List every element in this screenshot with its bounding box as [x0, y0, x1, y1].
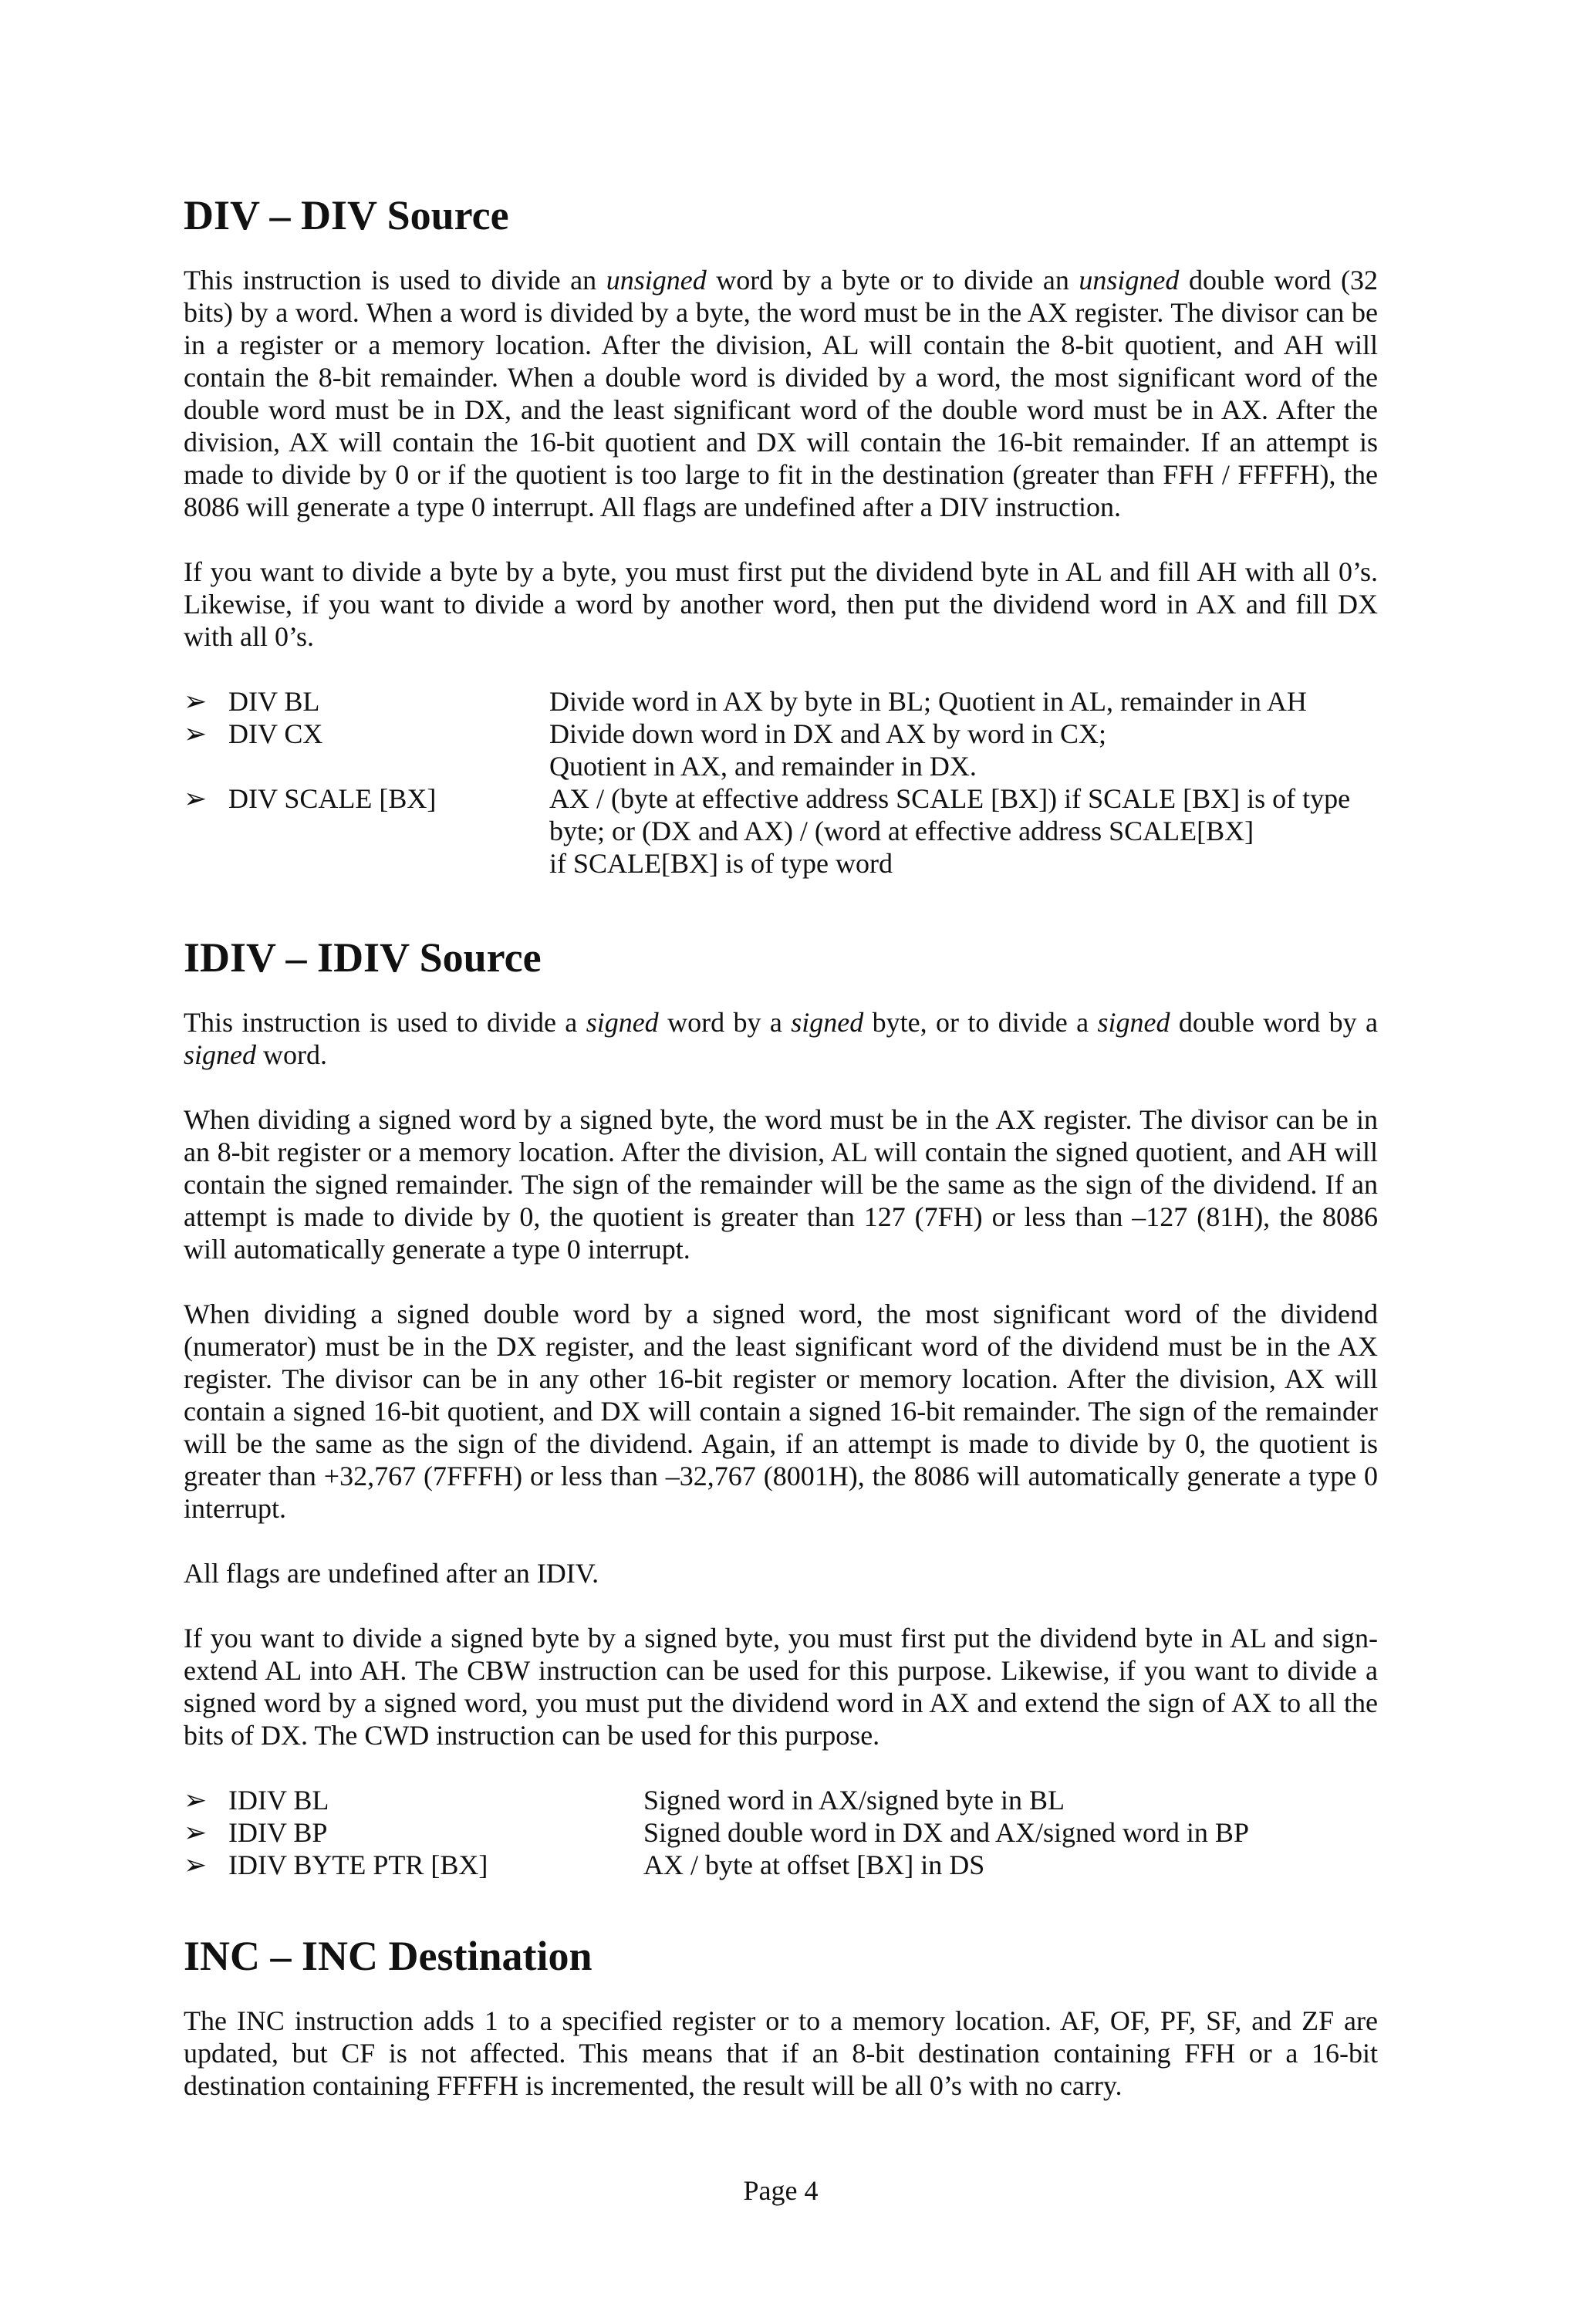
div-example-code: DIV SCALE [BX] — [228, 783, 437, 814]
description-line: AX / (byte at effective address SCALE [BX]) if SCALE [BX] is of type — [549, 783, 1351, 814]
idiv-p1-emphasis-signed-2: signed — [791, 1007, 864, 1038]
idiv-paragraph-3: When dividing a signed double word by a signed word, the most significant word of the dividend (numerator) must be in the DX register, and the least significant word of the dividend must be in the AX register. The divisor can be in any other 16-bit register or memory location. After the division, AX will contain a signed 16-bit quotient, and DX will contain a signed 16-bit remainder. The sign of the remainder will be the same as the sign of the dividend. Again, if an attempt is made to divide by 0, the quotient is greater than +32,767 (7FFFH) or less than –32,767 (8001H), the 8086 will automatically generate a type 0 interrupt. — [184, 1299, 1378, 1524]
div-p1-text-2: word by a byte or to divide an — [706, 265, 1079, 296]
idiv-paragraph-1 — [184, 1006, 1378, 1071]
idiv-p1-emphasis-signed-3: signed — [1097, 1007, 1170, 1038]
inc-heading: INC – INC Destination — [184, 1933, 592, 1979]
idiv-heading: IDIV – IDIV Source — [184, 934, 542, 981]
idiv-example-description — [643, 1849, 984, 1881]
idiv-p1-emphasis-signed-1: signed — [586, 1007, 659, 1038]
description-line: Divide down word in DX and AX by word in CX; — [549, 718, 1106, 749]
idiv-example-item — [184, 1784, 1378, 1816]
div-example-description — [549, 718, 1106, 782]
div-example-code: DIV CX — [228, 718, 323, 749]
bullet-arrow-icon: ➢ — [184, 1849, 208, 1880]
description-line: byte; or (DX and AX) / (word at effective address SCALE[BX] — [549, 816, 1254, 846]
div-paragraph-1 — [184, 264, 1378, 523]
div-examples-list — [184, 685, 1378, 880]
bullet-arrow-icon: ➢ — [184, 783, 208, 814]
div-p1-text-1: This instruction is used to divide an — [184, 265, 606, 296]
div-p1-emphasis-unsigned-2: unsigned — [1079, 265, 1180, 296]
idiv-p1-emphasis-signed-4: signed — [184, 1039, 256, 1070]
idiv-p1-text-5: word. — [256, 1039, 327, 1070]
div-example-item — [184, 782, 1378, 880]
div-example-item — [184, 718, 1378, 782]
div-p1-emphasis-unsigned-1: unsigned — [606, 265, 707, 296]
description-line: Divide word in AX by byte in BL; Quotient in AL, remainder in AH — [549, 686, 1307, 717]
idiv-paragraph-2: When dividing a signed word by a signed byte, the word must be in the AX register. The divisor can be in an 8-bit register or a memory location. After the division, AL will contain the signed quotient, and AH will contain the signed remainder. The sign of the remainder will be the same as the sign of the dividend. If an attempt is made to divide by 0, the quotient is greater than 127 (7FH) or less than –127 (81H), the 8086 will automatically generate a type 0 interrupt. — [184, 1104, 1378, 1265]
description-line: if SCALE[BX] is of type word — [549, 848, 893, 879]
description-line: AX / byte at offset [BX] in DS — [643, 1849, 985, 1880]
idiv-paragraph-5: If you want to divide a signed byte by a signed byte, you must first put the dividend byte in AL and sign-extend AL into AH. The CBW instruction can be used for this purpose. Likewise, if you want to divide a signed word by a signed word, you must put the dividend word in AX and extend the sign of AX to all the bits of DX. The CWD instruction can be used for this purpose. — [184, 1623, 1378, 1751]
idiv-example-item — [184, 1849, 1378, 1881]
idiv-example-code: IDIV BP — [228, 1817, 328, 1848]
idiv-example-code: IDIV BYTE PTR [BX] — [228, 1849, 488, 1880]
idiv-p1-text-3: byte, or to divide a — [863, 1007, 1098, 1038]
description-line: Signed double word in DX and AX/signed word in BP — [643, 1817, 1249, 1848]
div-example-item — [184, 685, 1378, 718]
div-p1-text-3: double word (32 bits) by a word. When a word is divided by a byte, the word must be in the AX register. The divisor can be in a register or a memory location. After the division, AL will contain the 8-bit quotient, and AH will contain the 8-bit remainder. When a double word is divided by a word, the most significant word of the double word must be in DX, and the least significant word of the double word must be in AX. After the division, AX will contain the 16-bit quotient and DX will contain the 16-bit remainder. If an attempt is made to divide by 0 or if the quotient is too large to fit in the destination (greater than FFH / FFFFH), the 8086 will generate a type 0 interrupt. All flags are undefined after a DIV instruction. — [184, 265, 1378, 522]
idiv-example-description — [643, 1784, 1065, 1816]
idiv-p1-text-2: word by a — [658, 1007, 792, 1038]
document-page — [184, 0, 1378, 2324]
div-example-code: DIV BL — [228, 686, 320, 717]
idiv-p1-text-1: This instruction is used to divide a — [184, 1007, 586, 1038]
bullet-arrow-icon: ➢ — [184, 718, 208, 749]
idiv-example-code: IDIV BL — [228, 1785, 329, 1816]
bullet-arrow-icon: ➢ — [184, 1817, 208, 1848]
inc-paragraph-1: The INC instruction adds 1 to a specified register or to a memory location. AF, OF, PF, SF, and ZF are updated, but CF is not affected. This means that if an 8-bit destination containing FFH or a 16-bit destination containing FFFFH is incremented, the result will be all 0’s with no carry. — [184, 2005, 1378, 2101]
idiv-paragraph-4: All flags are undefined after an IDIV. — [184, 1558, 599, 1589]
idiv-p1-text-4: double word by a — [1170, 1007, 1379, 1038]
description-line: Quotient in AX, and remainder in DX. — [549, 751, 977, 782]
div-paragraph-2: If you want to divide a byte by a byte, you must first put the dividend byte in AL and fill AH with all 0’s. Likewise, if you want to divide a word by another word, then put the dividend word in AX and fill DX with all 0’s. — [184, 556, 1378, 652]
div-example-description — [549, 782, 1350, 880]
description-line: Signed word in AX/signed byte in BL — [643, 1785, 1065, 1816]
bullet-arrow-icon: ➢ — [184, 686, 208, 717]
div-heading: DIV – DIV Source — [184, 192, 509, 238]
div-example-description — [549, 685, 1307, 718]
bullet-arrow-icon: ➢ — [184, 1785, 208, 1816]
page-number: Page 4 — [743, 2175, 819, 2206]
idiv-example-item — [184, 1816, 1378, 1849]
idiv-example-description — [643, 1816, 1249, 1849]
idiv-examples-list — [184, 1784, 1378, 1881]
